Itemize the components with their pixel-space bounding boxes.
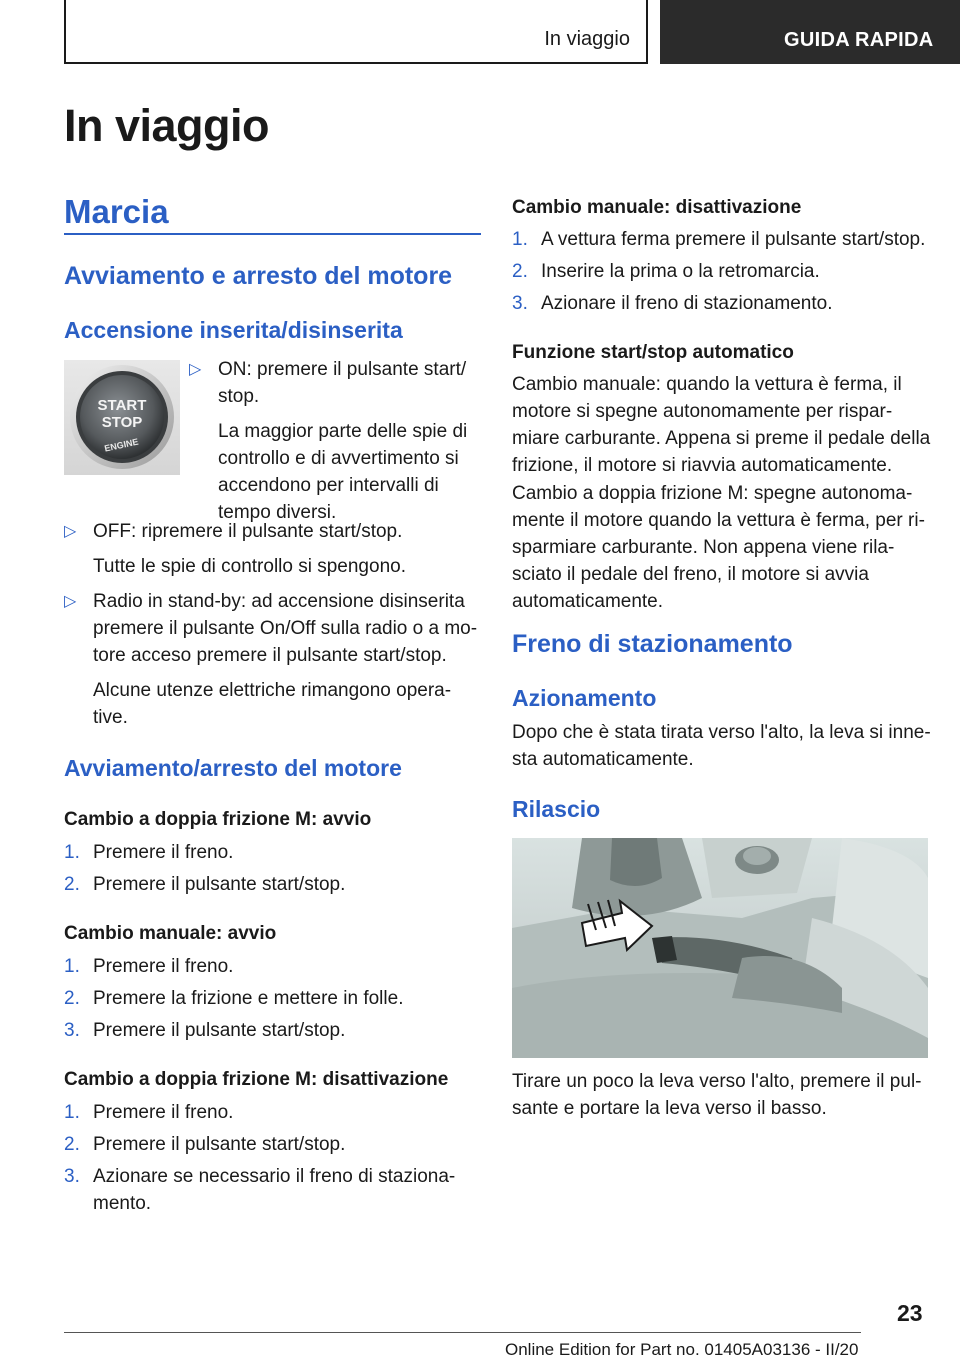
- list-item: 3. Azionare se necessario il freno di staziona- mento.: [64, 1166, 456, 1214]
- header-badge-label: GUIDA RAPIDA: [784, 29, 934, 51]
- list-item: 3. Premere il pulsante start/stop.: [64, 1020, 346, 1041]
- list-item: 1. A vettura ferma premere il pulsante start/stop.: [512, 229, 926, 250]
- page-number: 23: [897, 1300, 923, 1326]
- heading-avviamento-arresto: Avviamento e arresto del motore: [64, 262, 453, 290]
- list-item: 1. Premere il freno.: [64, 1102, 234, 1123]
- section-title-marcia: Marcia: [64, 193, 169, 230]
- start-stop-button-image: [64, 360, 180, 475]
- page-title: In viaggio: [64, 100, 270, 151]
- engine-label: ENGINE: [103, 436, 140, 454]
- list-item: 2. Premere la frizione e mettere in folle.: [64, 988, 404, 1009]
- start-label: START: [97, 397, 147, 414]
- paragraph-azionamento: Dopo che è stata tirata verso l'alto, la leva si inne- sta automaticamente.: [512, 722, 931, 770]
- header-frame: [64, 0, 648, 64]
- subheading-manuale-avvio: Cambio manuale: avvio: [64, 923, 277, 944]
- list-item: ▷ OFF: ripremere il pulsante start/stop. Tutte le spie di controllo si spengono.: [64, 518, 481, 580]
- list-item: 3. Azionare il freno di stazionamento.: [512, 293, 833, 314]
- subheading-start-stop-automatico: Funzione start/stop automatico: [512, 342, 794, 363]
- triangle-bullet-icon: ▷: [189, 361, 202, 378]
- steps-doppia-avvio: [64, 839, 481, 898]
- list-item: ▷ Radio in stand-by: ad accensione disinserita premere il pulsante On/Off sulla radio o a mo- tore acceso premere il pulsante start/stop. Alcune utenze elettriche rimangono opera- tive.: [64, 588, 481, 731]
- list-item: 2. Inserire la prima o la retromarcia.: [512, 261, 820, 282]
- bullet-list-off-radio: [64, 518, 481, 731]
- subheading-doppia-disattivazione: Cambio a doppia frizione M: disattivazione: [64, 1069, 449, 1090]
- parking-brake-illustration: [512, 838, 928, 1058]
- list-item: ▷ ON: premere il pulsante start/ stop. La maggior parte delle spie di controllo e di avvertimento si accendono per intervalli di tempo diversi.: [189, 356, 481, 526]
- steps-manuale-avvio: [64, 953, 481, 1044]
- subheading-doppia-avvio: Cambio a doppia frizione M: avvio: [64, 809, 372, 830]
- list-item: 2. Premere il pulsante start/stop.: [64, 1134, 346, 1155]
- steps-manuale-disattivazione: [512, 226, 932, 317]
- bullet-list-on: [189, 356, 481, 526]
- start-stop-illustration: [64, 360, 180, 475]
- footer-edition: Online Edition for Part no. 01405A03136 - II/20: [505, 1340, 859, 1359]
- triangle-bullet-icon: ▷: [64, 593, 77, 610]
- heading-freno-stazionamento: Freno di stazionamento: [512, 630, 793, 658]
- paragraph-rilascio: Tirare un poco la leva verso l'alto, premere il pul- sante e portare la leva verso il basso.: [512, 1071, 922, 1119]
- header-section: In viaggio: [544, 28, 630, 50]
- list-item: 2. Premere il pulsante start/stop.: [64, 874, 346, 895]
- steps-doppia-disattivazione: [64, 1099, 481, 1217]
- list-item: 1. Premere il freno.: [64, 842, 234, 863]
- heading-avviamento-arresto-motore: Avviamento/arresto del motore: [64, 755, 402, 781]
- header-badge: [660, 0, 960, 64]
- heading-azionamento: Azionamento: [512, 685, 657, 711]
- section-rule: [64, 233, 481, 235]
- footer-rule: [64, 1332, 861, 1333]
- list-item: 1. Premere il freno.: [64, 956, 234, 977]
- subheading-manuale-disattivazione: Cambio manuale: disattivazione: [512, 197, 802, 218]
- heading-rilascio: Rilascio: [512, 796, 601, 822]
- stop-label: STOP: [101, 414, 143, 431]
- triangle-bullet-icon: ▷: [64, 523, 77, 540]
- parking-brake-image: [512, 838, 928, 1058]
- paragraph-start-stop-doppia: Cambio a doppia frizione M: spegne autonoma- mente il motore quando la vettura è ferma, per ri- sparmiare carburante. Non appena viene rila- sciato il pedale del freno, il motore si avvia automaticamente.: [512, 483, 925, 612]
- paragraph-start-stop-manuale: Cambio manuale: quando la vettura è ferma, il motore si spegne autonomamente per rispar- miare carburante. Appena si preme il pedale della frizione, il motore si riavvia automaticamente.: [512, 374, 931, 476]
- heading-accensione: Accensione inserita/disinserita: [64, 317, 403, 343]
